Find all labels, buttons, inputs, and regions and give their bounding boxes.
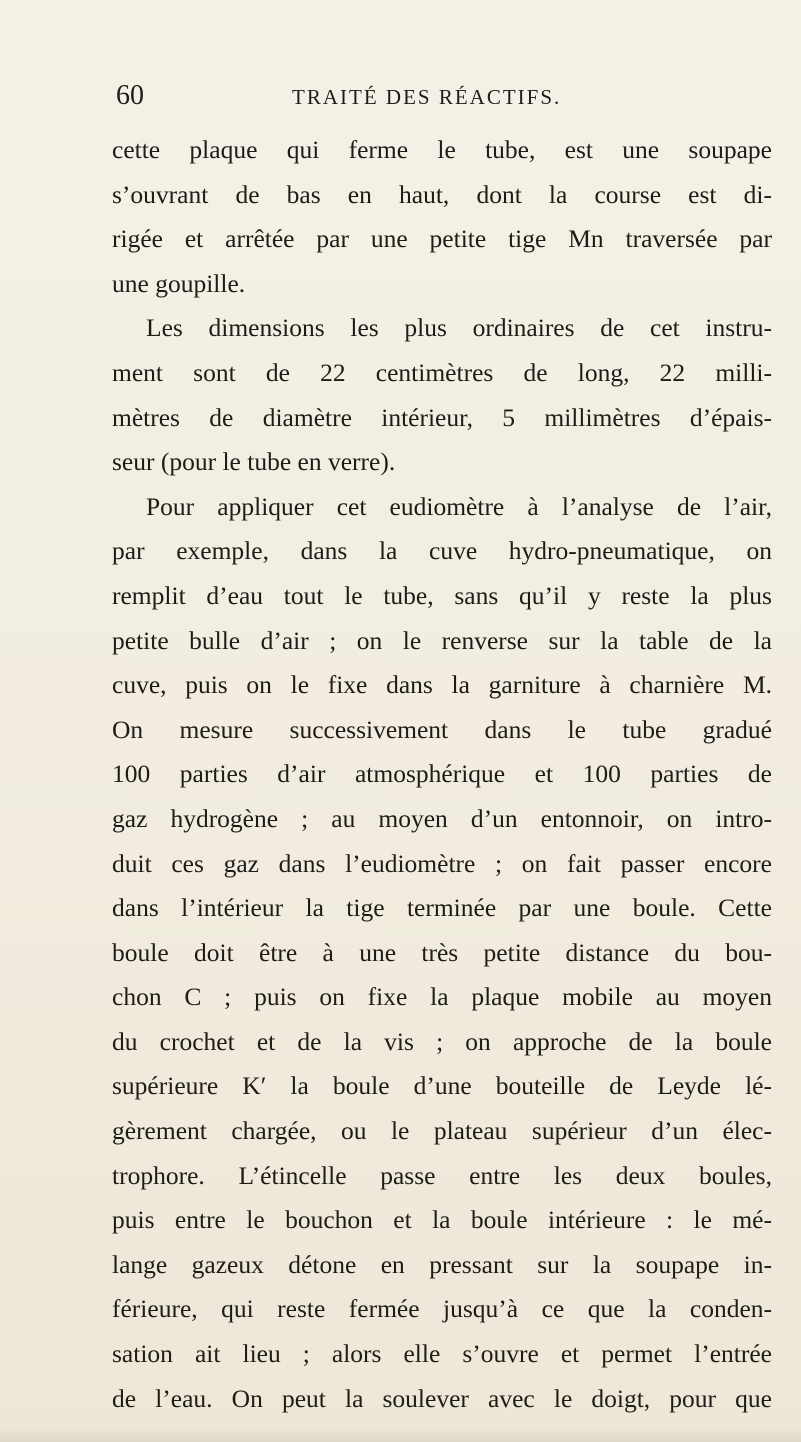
text-line: mètres de diamètre intérieur, 5 millimètres d’épais- — [112, 402, 772, 432]
running-title: TRAITÉ DES RÉACTIFS. — [292, 85, 562, 109]
text-line: On mesure successivement dans le tube gradué — [112, 714, 772, 744]
page-header — [112, 78, 772, 118]
page-number: 60 — [116, 80, 144, 111]
text-line: 100 parties d’air atmosphérique et 100 parties de — [112, 759, 772, 789]
text-line: puis entre le bouchon et la boule intérieure : le mé- — [112, 1205, 772, 1235]
text-line: supérieure K′ la boule d’une bouteille de Leyde lé- — [112, 1071, 772, 1101]
text-line: s’ouvrant de bas en haut, dont la course est di- — [112, 179, 772, 209]
text-line: gaz hydrogène ; au moyen d’un entonnoir, on intro- — [112, 803, 772, 833]
text-line: de l’eau. On peut la soulever avec le doigt, pour que — [112, 1383, 772, 1413]
page-bottom-shadow — [0, 1426, 801, 1442]
text-line: boule doit être à une très petite distance du bou- — [112, 937, 772, 967]
body-text — [112, 128, 772, 1421]
text-line: duit ces gaz dans l’eudiomètre ; on fait passer encore — [112, 848, 772, 878]
text-line: sation ait lieu ; alors elle s’ouvre et permet l’entrée — [112, 1339, 772, 1369]
text-line: du crochet et de la vis ; on approche de la boule — [112, 1026, 772, 1056]
text-line: lange gazeux détone en pressant sur la soupape in- — [112, 1249, 772, 1279]
text-line: Les dimensions les plus ordinaires de cet instru- — [146, 313, 772, 343]
text-line: gèrement chargée, ou le plateau supérieur d’un élec- — [112, 1116, 772, 1146]
text-line: chon C ; puis on fixe la plaque mobile au moyen — [112, 982, 772, 1012]
text-line: ment sont de 22 centimètres de long, 22 milli- — [112, 357, 772, 387]
text-line: dans l’intérieur la tige terminée par une boule. Cette — [112, 893, 772, 923]
text-line: férieure, qui reste fermée jusqu’à ce que la conden- — [112, 1294, 772, 1324]
text-line: trophore. L’étincelle passe entre les deux boules, — [112, 1160, 772, 1190]
text-line: remplit d’eau tout le tube, sans qu’il y reste la plus — [112, 580, 772, 610]
text-line: rigée et arrêtée par une petite tige Mn traversée par — [112, 224, 772, 254]
text-line: seur (pour le tube en verre). — [112, 447, 396, 477]
text-line: petite bulle d’air ; on le renverse sur la table de la — [112, 625, 772, 655]
text-line: cette plaque qui ferme le tube, est une soupape — [112, 135, 772, 164]
text-line: cuve, puis on le fixe dans la garniture à charnière M. — [112, 670, 772, 700]
text-line: par exemple, dans la cuve hydro-pneumatique, on — [112, 536, 772, 566]
text-line: une goupille. — [112, 268, 246, 298]
text-line: Pour appliquer cet eudiomètre à l’analyse de l’air, — [146, 491, 772, 521]
